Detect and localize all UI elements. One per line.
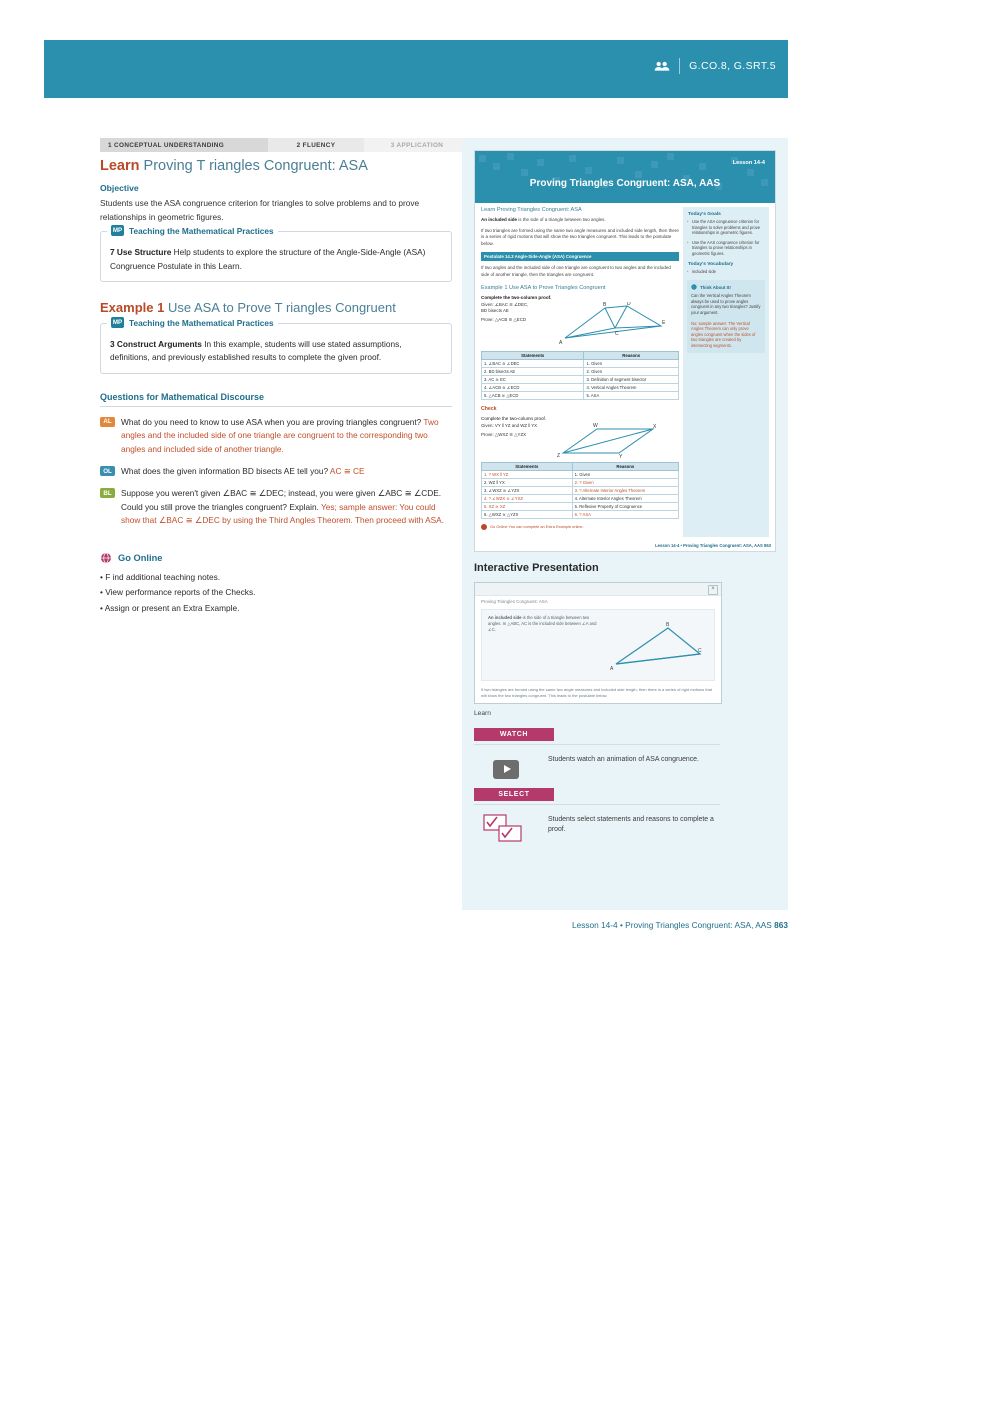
svg-text:D: D xyxy=(627,301,631,307)
ip-slide-text xyxy=(482,610,604,638)
table-row[interactable] xyxy=(482,486,679,494)
th-statements-2: Statements xyxy=(482,462,573,470)
mp-box-construct-arguments xyxy=(100,317,452,374)
se-page-footer: Lesson 14-4 • Proving Triangles Congruent: ASA, AAS 863 xyxy=(655,543,771,548)
se-learn-rest: Proving Triangles Congruent: ASA xyxy=(495,207,582,213)
objective-body: Students use the ASA congruence criterion for triangles to solve problems and to prove relationships in geometric figures. xyxy=(100,198,420,222)
learn-heading-sub: Proving T riangles Congruent: ASA xyxy=(139,158,368,174)
question-prompt-bl: Suppose you weren't given ∠BAC ≅ ∠DEC; instead, you were given ∠ABC ≅ ∠CDE. Could you still prove the triangles congruent? Explain. xyxy=(121,488,442,512)
ip-slide-text-rest: is the side of a triangle between two angles. In △ABC, AC is the included side between ∠A and ∠C. xyxy=(488,615,597,632)
select-thumbnail[interactable] xyxy=(474,812,538,846)
se-postulate-body: If two angles and the included side of one triangle are congruent to two angles and the included side of another triangle, then the triangles are congruent. xyxy=(481,265,671,277)
se-example-rest: Use ASA to Prove Triangles Congruent xyxy=(507,284,606,291)
table-row[interactable] xyxy=(482,502,679,510)
close-icon[interactable]: × xyxy=(708,585,718,595)
se-main-column xyxy=(481,207,679,530)
svg-text:X: X xyxy=(653,423,657,430)
table-row xyxy=(482,367,679,375)
se-paragraph-2: If two triangles are formed using the same two angle measures and included side length, then there is a series of rigid motions that will show the two triangles congruent. This leads to the postulate below. xyxy=(481,227,679,246)
se-check-given: Given: VY ‖ YZ and WZ ‖ YX xyxy=(481,422,538,428)
se-check-prove: Prove: △WXZ ≅ △YZX xyxy=(481,431,527,437)
question-answer-ol: AC ≅ CE xyxy=(329,466,365,477)
table-row[interactable] xyxy=(482,510,679,518)
ip-figure-triangle xyxy=(608,618,704,674)
se-given-1: Given: ∠BAC ≅ ∠DEC, xyxy=(481,301,529,307)
question-item-bl xyxy=(100,487,452,527)
objective-heading: Objective xyxy=(100,183,139,193)
row-divider-2 xyxy=(474,804,720,805)
cell-reason[interactable]: 1. Given xyxy=(572,470,678,478)
page-footer xyxy=(462,920,788,930)
mp-badge-icon: MP xyxy=(112,227,123,235)
table-row[interactable] xyxy=(482,470,679,478)
se-vocab-heading: Today's Vocabulary xyxy=(688,261,734,267)
presentation-row-watch xyxy=(474,728,720,786)
pixel-pattern-decoration xyxy=(475,151,775,203)
cell-statement[interactable]: 4. ? ∠WZX ≅ ∠YXZ xyxy=(482,494,573,502)
se-example-heading xyxy=(481,285,679,291)
se-go-online-label: Go Online You can complete an Extra Example online. xyxy=(490,524,584,530)
figure-bowtie-triangles xyxy=(557,302,669,348)
cell-reason[interactable]: 4. Alternate Interior Angles Theorem xyxy=(572,494,678,502)
example-heading-bold: Example 1 xyxy=(100,300,165,315)
se-vocab-term: • included side xyxy=(692,269,764,275)
tab-fluency[interactable]: 2 FLUENCY xyxy=(268,138,364,152)
question-prompt-ol: What does the given information BD bisects AE tell you? xyxy=(121,466,330,477)
svg-text:E: E xyxy=(662,319,666,326)
svg-text:A: A xyxy=(559,339,563,346)
row-divider xyxy=(474,744,720,745)
table-row xyxy=(482,375,679,383)
cell-reason[interactable]: 2. ? Given xyxy=(572,478,678,486)
watch-caption: Students watch an animation of ASA congruence. xyxy=(548,756,699,763)
go-online-item-3: • Assign or present an Extra Example. xyxy=(100,602,240,613)
cell-statement: 2. BD bisects AE xyxy=(482,367,584,375)
svg-text:A: A xyxy=(610,666,614,672)
mp-title: Teaching the Mathematical Practices xyxy=(129,225,274,236)
think-about-it-answer: No; sample answer: The Vertical Angles Theorem can only prove angles congruent when the sides of two triangles are created by intersecting segments. xyxy=(691,320,756,348)
se-directions: Complete the two-column proof. xyxy=(481,294,552,300)
se-learn-bold: Learn xyxy=(481,207,496,213)
question-text-al xyxy=(121,416,452,456)
svg-text:Z: Z xyxy=(557,452,561,459)
mp-badge-icon-2: MP xyxy=(112,319,123,326)
ip-learn-label: Learn xyxy=(474,710,491,717)
think-about-it-body: Can the Vertical Angles Theorem always be used to prove angles congruent in any two triangles? Justify your argument. xyxy=(691,293,761,315)
question-text-ol xyxy=(121,465,365,478)
se-lesson-title: Proving Triangles Congruent: ASA, AAS xyxy=(529,178,721,189)
se-prove-1: Prove: △ACB ≅ △ECD xyxy=(481,316,527,322)
tab-conceptual-understanding[interactable]: 1 CONCEPTUAL UNDERSTANDING xyxy=(100,138,268,152)
right-panel xyxy=(462,138,788,910)
ip-window-heading: Proving Triangles Congruent: ASA xyxy=(481,599,548,604)
svg-text:W: W xyxy=(593,422,598,429)
globe-icon-small xyxy=(481,524,487,530)
mp-title-2: Teaching the Mathematical Practices xyxy=(129,317,274,328)
cell-reason[interactable]: 6. ? ASA xyxy=(572,510,678,518)
checkbox-cards-icon xyxy=(483,813,529,845)
se-lesson-label: Lesson 14-4 xyxy=(732,160,765,166)
th-statements-1: Statements xyxy=(482,351,584,359)
row-body-watch xyxy=(474,752,720,786)
se-goal-1: • Use the ASA congruence criterion for triangles to solve problems and prove relationships in geometric figures. xyxy=(692,219,764,236)
cell-reason: 3. Definition of segment bisector xyxy=(584,375,679,383)
svg-text:B: B xyxy=(666,622,670,628)
proof-table-1-header xyxy=(482,351,679,359)
go-online-block[interactable] xyxy=(100,552,452,564)
cell-statement: 3. AC ≅ EC xyxy=(482,375,584,383)
mp-body-bold: 7 Use Structure xyxy=(110,247,172,258)
interactive-presentation-title: Interactive Presentation xyxy=(474,562,599,574)
go-online-item-1: • F ind additional teaching notes. xyxy=(100,571,221,582)
svg-text:Y: Y xyxy=(619,453,623,459)
se-term-included-side: An included side xyxy=(481,217,518,222)
learn-heading xyxy=(100,158,452,174)
table-row xyxy=(482,383,679,391)
proof-table-2[interactable] xyxy=(481,462,679,519)
figure-parallelogram-triangles xyxy=(557,423,669,459)
se-given-2: BD bisects AE xyxy=(481,307,509,313)
se-go-online[interactable] xyxy=(481,524,679,530)
go-online-item-2: • View performance reports of the Checks. xyxy=(100,587,256,598)
level-tag-bl: BL xyxy=(100,488,115,498)
cell-statement[interactable]: 1. ? WX ‖ YZ xyxy=(482,470,573,478)
th-reasons-2: Reasons xyxy=(572,462,678,470)
window-title-bar xyxy=(475,583,721,596)
go-online-label: Go Online xyxy=(118,552,163,563)
table-row xyxy=(482,359,679,367)
cell-reason[interactable]: 5. Reflexive Property of Congruence xyxy=(572,502,678,510)
cell-statement: 5. △ACB ≅ △ECD xyxy=(482,391,584,399)
se-header-banner xyxy=(475,151,775,203)
se-p1-rest: is the side of a triangle between two angles. xyxy=(517,217,606,222)
cell-reason: 2. Given xyxy=(584,367,679,375)
cell-statement[interactable]: 5. XZ ≅ XZ xyxy=(482,502,573,510)
mp-body-text: Help students to explore the structure of the Angle-Side-Angle (ASA) Congruence Postulate in this Learn. xyxy=(110,247,426,271)
level-tag-ol: OL xyxy=(100,466,115,476)
se-example-bold: Example 1 xyxy=(481,284,508,291)
cell-statement: 1. ∠BAC ≅ ∠DEC xyxy=(482,359,584,367)
page-number: 863 xyxy=(774,920,788,930)
watch-thumbnail[interactable] xyxy=(474,752,538,786)
se-sidebar xyxy=(683,207,769,537)
question-answer-al: Two angles and the included side of one triangle are congruent to the corresponding two angles and included side of another triangle. xyxy=(121,416,439,454)
think-about-it-box xyxy=(687,280,765,352)
globe-icon xyxy=(100,552,112,564)
se-body xyxy=(475,203,775,551)
think-about-it-title: Think About It! xyxy=(700,284,731,290)
ip-slide-content xyxy=(481,609,715,681)
people-icon xyxy=(654,60,670,72)
proof-table-1 xyxy=(481,351,679,400)
cell-statement: 4. ∠ACB ≅ ∠ECD xyxy=(482,383,584,391)
cell-statement[interactable]: 3. ∠WXZ ≅ ∠YZX xyxy=(482,486,573,494)
section-tabs[interactable] xyxy=(100,138,444,152)
se-postulate-bar: Postulate 14.3 Angle-Side-Angle (ASA) Congruence xyxy=(481,252,679,261)
proof-table-2-header xyxy=(482,462,679,470)
standards-code: G.CO.8, G.SRT.5 xyxy=(689,60,776,72)
question-prompt-al: What do you need to know to use ASA when you are proving triangles congruent? xyxy=(121,416,424,427)
se-goal-2: • Use the AAS congruence criterion for triangles to prove relationships in geometric figures. xyxy=(692,240,764,257)
mp-body-text-2: In this example, students will use stated assumptions, definitions, and previously established results to complete the given proof. xyxy=(110,339,402,363)
mp-box-header-2 xyxy=(107,317,278,328)
textbook-page xyxy=(44,40,788,930)
banner-divider xyxy=(679,58,680,74)
ip-slide-footer: If two triangles are formed using the same two angle measures and included side length, then there is a series of rigid motions that will show the two triangles congruent. This leads to the postulate below. xyxy=(481,687,713,698)
se-learn-heading xyxy=(481,207,679,213)
mp-box-header xyxy=(107,225,278,236)
question-item-al xyxy=(100,416,452,456)
student-edition-page xyxy=(474,150,776,552)
example-heading-sub: Use ASA to Prove T riangles Congruent xyxy=(164,300,396,315)
select-caption: Students select statements and reasons to complete a proof. xyxy=(548,816,714,833)
pill-watch: WATCH xyxy=(474,728,554,741)
mp-box-use-structure xyxy=(100,225,452,282)
cell-reason: 4. Vertical Angles Theorem xyxy=(584,383,679,391)
questions-heading: Questions for Mathematical Discourse xyxy=(100,392,452,407)
cell-statement[interactable]: 6. △WXZ ≅ △YZX xyxy=(482,510,573,518)
interactive-presentation-window[interactable] xyxy=(474,582,722,704)
teacher-notes-column xyxy=(100,158,452,616)
cell-statement[interactable]: 2. WZ ‖ YX xyxy=(482,478,573,486)
se-check-heading: Check xyxy=(481,405,497,412)
question-answer-bl: Yes; sample answer: You could show that ∠BAC ≅ ∠DEC by using the Third Angles Theorem. Then proceed with ASA. xyxy=(121,501,444,526)
question-text-bl xyxy=(121,487,452,527)
row-body-select xyxy=(474,812,720,846)
table-row[interactable] xyxy=(482,478,679,486)
example-heading xyxy=(100,299,452,316)
cell-reason: 1. Given xyxy=(584,359,679,367)
svg-text:C: C xyxy=(615,330,619,337)
tab-application[interactable]: 3 APPLICATION xyxy=(364,138,470,152)
learn-heading-bold: Learn xyxy=(100,158,140,174)
mp-body xyxy=(110,246,442,273)
ip-slide-text-bold: An included side xyxy=(488,615,522,620)
table-row[interactable] xyxy=(482,494,679,502)
banner-standards-group xyxy=(654,58,776,74)
mp-body-bold-2: 3 Construct Arguments xyxy=(110,339,202,349)
svg-text:C: C xyxy=(698,648,702,654)
play-button-icon[interactable] xyxy=(493,760,519,779)
lightbulb-icon xyxy=(691,284,697,290)
se-goals-heading: Today's Goals xyxy=(688,212,721,217)
pill-select: SELECT xyxy=(474,788,554,801)
top-banner xyxy=(44,40,788,98)
level-tag-al: AL xyxy=(100,417,115,427)
page-footer-text: Lesson 14-4 • Proving Triangles Congruent: ASA, AAS xyxy=(572,920,775,930)
play-triangle xyxy=(504,765,511,773)
se-paragraph-1 xyxy=(481,217,679,224)
th-reasons-1: Reasons xyxy=(584,351,679,359)
mp-body-2 xyxy=(110,338,442,365)
question-item-ol xyxy=(100,465,452,478)
think-about-it-header xyxy=(691,284,761,290)
go-online-list xyxy=(100,570,452,616)
presentation-row-select xyxy=(474,788,720,846)
table-row xyxy=(482,391,679,399)
se-check-directions: Complete the two-column proof. xyxy=(481,415,547,421)
cell-reason[interactable]: 3. ? Alternate Interior Angles Theorem xyxy=(572,486,678,494)
svg-text:B: B xyxy=(603,301,607,308)
cell-reason: 5. ASA xyxy=(584,391,679,399)
